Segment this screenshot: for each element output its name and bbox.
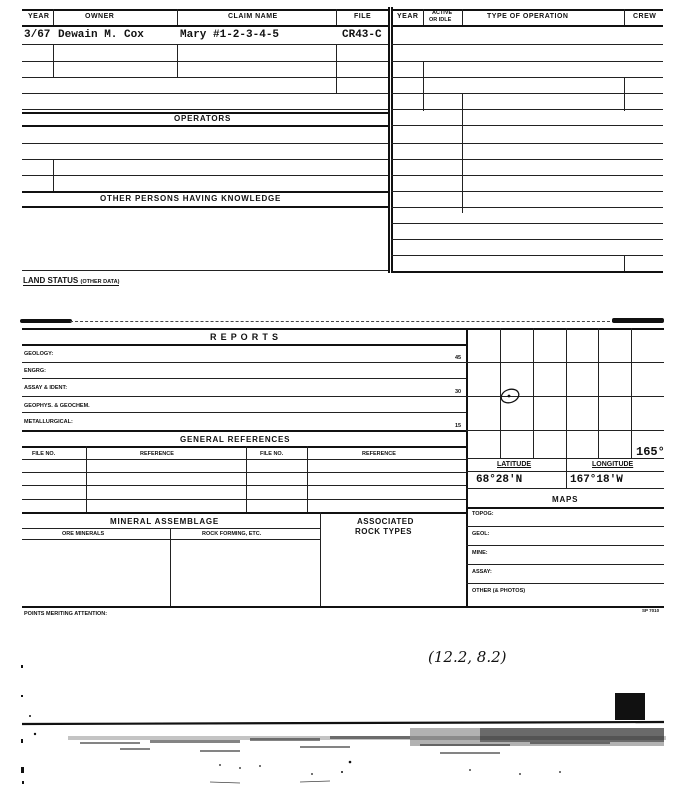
mineral-col-ore: ORE MINERALS: [62, 531, 105, 537]
report-assay: ASSAY & IDENT:: [24, 385, 68, 391]
grid-165-label: 165°: [636, 445, 665, 459]
entry-file: CR43-C: [342, 29, 382, 41]
mineral-assemblage-title: MINERAL ASSEMBLAGE: [110, 517, 220, 526]
maps-mine: MINE:: [472, 550, 488, 556]
mineral-col-rock: ROCK FORMING, ETC.: [202, 531, 262, 537]
ops-header-type: TYPE OF OPERATION: [487, 13, 569, 20]
maps-title: MAPS: [552, 495, 579, 504]
other-persons-title: OTHER PERSONS HAVING KNOWLEDGE: [100, 194, 282, 203]
reports-title: R E P O R T S: [210, 332, 279, 342]
report-geology: GEOLOGY:: [24, 351, 54, 357]
associated-line1: ASSOCIATED: [357, 517, 414, 526]
handwritten-coordinates: (12.2, 8.2): [428, 648, 507, 666]
latitude-label: LATITUDE: [497, 461, 532, 468]
report-scale-45: 45: [455, 355, 462, 361]
genref-header-ref1: REFERENCE: [140, 451, 174, 457]
general-references-title: GENERAL REFERENCES: [180, 435, 291, 444]
longitude-label: LONGITUDE: [592, 461, 634, 468]
operators-title: OPERATORS: [174, 114, 232, 123]
report-engrg: ENGRG:: [24, 368, 46, 374]
points-meriting-attention: POINTS MERITING ATTENTION:: [24, 611, 108, 617]
associated-line2: ROCK TYPES: [355, 527, 413, 536]
header-owner: OWNER: [85, 13, 115, 20]
latitude-value: 68°28'N: [476, 474, 523, 486]
maps-other: OTHER (& PHOTOS): [472, 588, 526, 594]
report-metallurgical: METALLURGICAL:: [24, 419, 73, 425]
ops-header-active: ACTIVE: [432, 10, 453, 16]
header-claim-name: CLAIM NAME: [228, 13, 278, 20]
ops-header-idle: OR IDLE: [429, 17, 452, 23]
report-scale-30: 30: [455, 389, 462, 395]
entry-claim-name: Mary #1-2-3-4-5: [180, 29, 280, 41]
header-year: YEAR: [28, 13, 50, 20]
entry-owner: Dewain M. Cox: [58, 29, 144, 41]
genref-header-file2: FILE NO.: [260, 451, 284, 457]
genref-header-ref2: REFERENCE: [362, 451, 396, 457]
maps-topog: TOPOG:: [472, 511, 494, 517]
land-status-sub: (OTHER DATA): [80, 279, 120, 285]
maps-assay: ASSAY:: [472, 569, 492, 575]
claim-location-marker: [498, 386, 522, 406]
genref-header-file1: FILE NO.: [32, 451, 56, 457]
ops-header-crew: CREW: [633, 13, 657, 20]
report-geophys: GEOPHYS. & GEOCHEM.: [24, 403, 90, 409]
report-scale-15: 15: [455, 423, 462, 429]
land-status-text: LAND STATUS: [23, 276, 79, 285]
ops-header-year: YEAR: [397, 13, 419, 20]
land-status-label: [23, 276, 119, 286]
longitude-value: 167°18'W: [570, 474, 623, 486]
header-file: FILE: [354, 13, 372, 20]
entry-year: 3/67: [24, 29, 51, 41]
maps-geol: GEOL:: [472, 531, 490, 537]
scan-noise-band: [0, 712, 678, 808]
form-number: SP 7010: [642, 608, 660, 613]
scan-edge-marks: [20, 655, 32, 795]
